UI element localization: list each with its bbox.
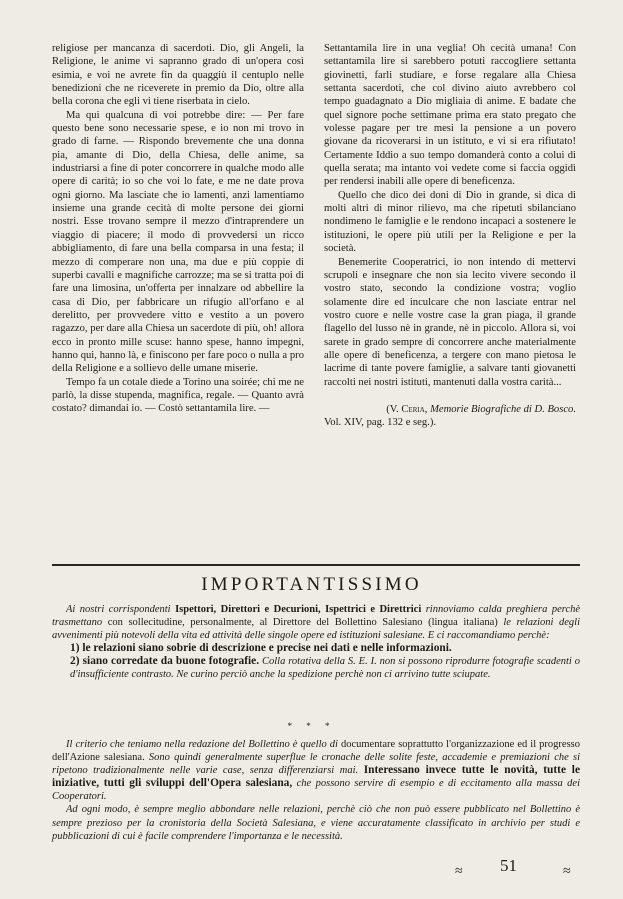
footer-mark-right: ≈ [563,864,571,879]
section-heading: IMPORTANTISSIMO [201,574,422,595]
paragraph: Tempo fa un cotale diede a Torino una soirée; chi me ne parlò, la disse stupenda, magnifica, regale. — Quanto avrà costato? dimandai io. — Costò settantamila lire. — [52,376,304,415]
criteria-block [52,738,580,843]
paragraph: Ma qui qualcuna di voi potrebbe dire: — Per fare questo bene sono necessarie spese, e io non mi trovo in grado di farne. — Rispondo brevemente che una donna pia, amante di Dio, della Chiesa, delle anime, sa industriarsi a fine di poter concorrere in qualche modo alle opere di carità; io so che voi lo fate, e me ne date prova ogni giorno. Ma lasciate che io lamenti, anzi lamentiamo insieme una grande cecità di molte persone dei giorni nostri. Esse trovano sempre il mezzo d'intraprendere un viaggio di piacere; il modo di provvedersi un ricco abbigliamento, di fare una bella comparsa in una festa; il mezzo di comperare non una, ma due e più coppie di superbi cavalli e magnifiche carrozze; ma se si tratta poi di fare una limosina, un'offerta per innalzare od abbellire la casa di Dio, per fabbricare un rifugio all'orfano e al derelitto, per provvedere vitto e vestito a un povero ragazzo, per dare alla Chiesa un sacerdote di più, oh! allora ecco in pronto mille scuse: hanno spese, hanno impegni, hanno qui, hanno là, e finiscono per fare poco o nulla a pro della Religione e a sollievo delle umane miserie. [52,109,304,375]
criteria-text: Sono quindi generalmente superflue le cronache delle solite feste, accademie e premiazioni che si ripetono tradizionalmente nelle varie case, senza differenziarsi mai. [52,752,580,777]
left-column [52,42,304,416]
notice-text: rinnoviamo calda preghiera perchè trasmettano [52,604,581,629]
criteria-paragraph [52,738,580,803]
closing-paragraph: Ad ogni modo, è sempre meglio abbondare nelle relazioni, perchè ciò che non può essere pubblicato nel Bollettino è sempre prezioso per la cronistoria della Società Salesiana, e viene accuratamente classificato in archivio per studi e pubblicazioni di cui è facile comprendere l'importanza e le necessità. [52,804,580,842]
requirement-title: 2) siano corredate da buone fotografie. [70,655,260,668]
notice-block [52,603,580,682]
requirement-item-1: 1) le relazioni siano sobrie di descrizione e precise nei dati e nelle informazioni. [70,642,452,655]
paragraph: Settantamila lire in una veglia! Oh cecità umana! Con settantamila lire si sarebbero potuti raccogliere settanta giovinetti, farli studiare, e forse regalare alla Chiesa settanta sacerdoti, che col divino aiuto avrebbero col tempo guadagnato a Dio migliaia di anime. E badate che quel signore poche settimane prima era stato pregato che volesse pagare per tre mesi la pensione a un povero giovane da ricoverarsi in un istituto, e vi si era rifiutato! Certamente Iddio a suo tempo domanderà conto a colui di quella serata; ma intanto voi vedete come si faccia oggidì per rendersi inabili alle opere di beneficenza. [324,43,576,188]
citation-work: Memorie Biografiche di D. Bosco. [430,403,576,415]
notice-text: le relazioni degli avvenimenti più notevoli della vita ed attività delle singole opere ed istituzioni salesiane. E ci raccomandiamo perchè: [52,617,580,642]
right-column [324,42,576,430]
citation-ref: Vol. XIV, pag. 132 e seg.). [324,417,437,429]
requirement-text: Colla rotativa della S. E. I. non si possono riprodurre fotografie scadenti o d'insufficiente contrasto. Ne curino perciò anche la spedizione perchè non ci arrivino tutte sciupate. [70,656,581,681]
citation-author: Ceria, [401,403,428,415]
requirement-item-2 [70,655,580,681]
notice-recipients: Ispettori, Direttori e Decurioni, Ispettrici e Direttrici [175,604,422,615]
footer-mark-left: ≈ [455,864,463,879]
separator-stars: * * * [287,721,336,731]
criteria-emphasis: Interessano invece tutte le novità, tutte le iniziative, tutti gli sviluppi dell'Opera salesiana, [52,764,580,790]
criteria-text: Il criterio che teniamo nella redazione del Bollettino è quello di [66,739,338,750]
notice-paragraph [52,603,580,642]
section-divider [52,564,580,566]
notice-text: con sollecitudine, personalmente, al Direttore del Bollettino Salesiano (lingua italiana) [107,617,498,629]
paragraph: religiose per mancanza di sacerdoti. Dio, gli Angeli, la Religione, le anime vi sapranno grado di un'opera così esimia, e voi ne avrete fin da quaggiù il centuplo nelle benedizioni che ne riceverete in premio da Dio, oltre alla bella corona che egli vi tiene riserbata in cielo. [52,43,304,108]
page-number: 51 [500,856,517,875]
citation [324,403,576,416]
article-columns [52,42,576,547]
criteria-text: documentare soprattutto l'organizzazione ed il progresso dell'Azione salesiana. [52,739,580,764]
paragraph: Benemerite Cooperatrici, io non intendo di mettervi scrupoli e insegnare che non sia lecito vivere secondo il vostro stato, secondo la condizione vostra; voglio solamente dire ed inculcare che non lasciate entrar nel vostro cuore e nelle vostre case la gran piaga, il grande flagello del lusso nè in grande, nè in piccolo. Allora sì, voi sarete in grado sempre di concorrere anche materialmente alle opere di beneficenza, a tergere con mano pietosa le lacrime di tante povere famiglie, a salvare tanti giovanetti raccolti nei nostri istituti, mantenuti dalla vostra carità... [324,256,576,388]
paragraph: Quello che dico dei doni di Dio in grande, si dica di molti altri di minor rilievo, ma che ripetuti sbilanciano nondimeno le famiglie e le rendono incapaci a sostenere le istituzioni, le opere più utili per la Religione e per la società. [324,189,576,255]
citation-open: (V. [386,403,402,415]
notice-text: Ai nostri corrispondenti [66,604,171,615]
criteria-text: che possono servire di esempio e di eccitamento alla massa dei Cooperatori. [52,778,580,803]
